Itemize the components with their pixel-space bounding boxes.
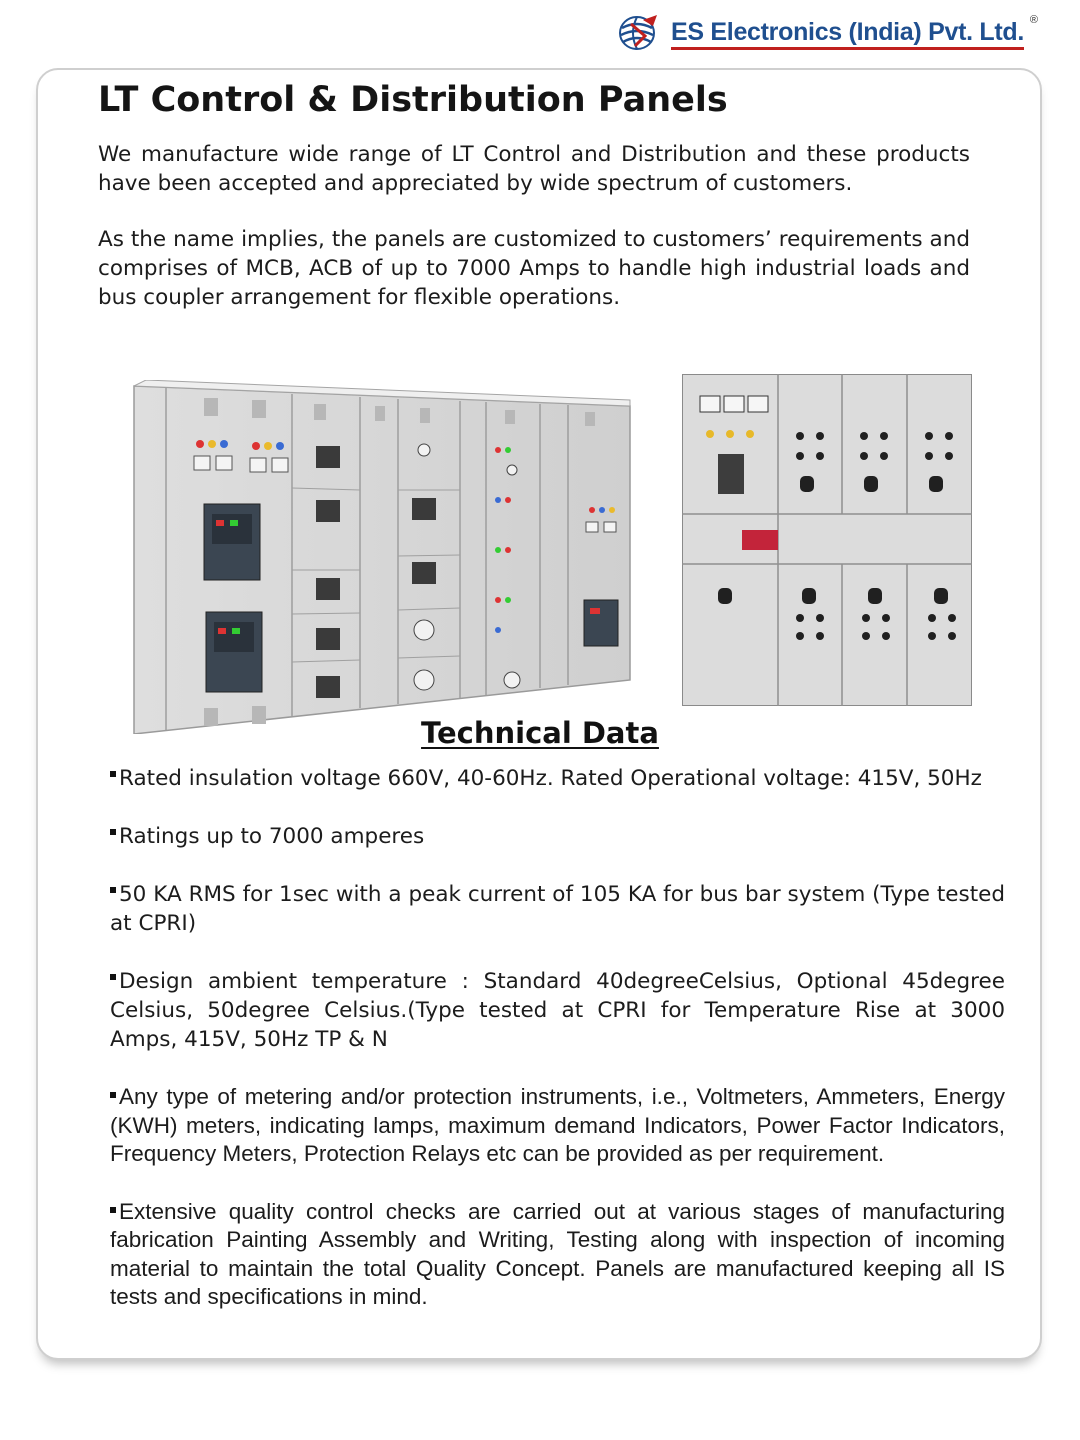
intro-paragraph: As the name implies, the panels are customized to customers’ requirements and comprises of MCB, ACB of up to 7000 Amps to handle high industrial loads and bus coupler arrangement for flexible operations. xyxy=(98,227,970,310)
list-item xyxy=(110,764,1005,793)
list-item xyxy=(110,880,1005,938)
technical-data-heading: Technical Data xyxy=(421,716,659,750)
list-item-text: Ratings up to 7000 amperes xyxy=(119,824,425,849)
company-name: ES Electronics (India) Pvt. Ltd. xyxy=(671,18,1024,50)
square-bullet-icon xyxy=(110,1207,116,1213)
list-item-text: Design ambient temperature : Standard 40degreeCelsius, Optional 45degree Celsius, 50degree Celsius.(Type tested at CPRI for Temperature Rise at 3000 Amps, 415V, 50Hz TP & N xyxy=(110,969,1005,1052)
square-bullet-icon xyxy=(110,974,116,980)
control-panel-photo xyxy=(682,374,972,706)
square-bullet-icon xyxy=(110,1092,116,1098)
registered-mark: ® xyxy=(1029,13,1038,26)
distribution-panel-photo xyxy=(130,380,634,734)
list-item xyxy=(110,1083,1005,1169)
list-item xyxy=(110,822,1005,851)
globe-logo-icon xyxy=(615,12,663,52)
list-item-text: 50 KA RMS for 1sec with a peak current of 105 KA for bus bar system (Type tested at CPRI) xyxy=(110,882,1005,936)
list-item-text: Rated insulation voltage 660V, 40-60Hz. Rated Operational voltage: 415V, 50Hz xyxy=(119,766,982,791)
square-bullet-icon xyxy=(110,887,116,893)
list-item xyxy=(110,967,1005,1054)
square-bullet-icon xyxy=(110,829,116,835)
page-title: LT Control & Distribution Panels xyxy=(98,80,728,120)
list-item-text: Extensive quality control checks are carried out at various stages of manufacturing fabrication Painting Assembly and Writing, Testing along with inspection of incoming material to maintain the total Quality Concept. Panels are manufactured keeping all IS tests and specifications in mind. xyxy=(110,1198,1005,1309)
technical-data-list xyxy=(110,764,1005,1341)
list-item xyxy=(110,1198,1005,1312)
square-bullet-icon xyxy=(110,771,116,777)
company-logo xyxy=(615,12,1038,52)
intro-text xyxy=(98,140,970,339)
intro-paragraph: We manufacture wide range of LT Control and Distribution and these products have been accepted and appreciated by wide spectrum of customers. xyxy=(98,142,970,196)
list-item-text: Any type of metering and/or protection instruments, i.e., Voltmeters, Ammeters, Energy (KWH) meters, indicating lamps, maximum demand Indicators, Power Factor Indicators, Frequency Meters, Protection Relays etc can be provided as per requirement. xyxy=(110,1084,1005,1166)
